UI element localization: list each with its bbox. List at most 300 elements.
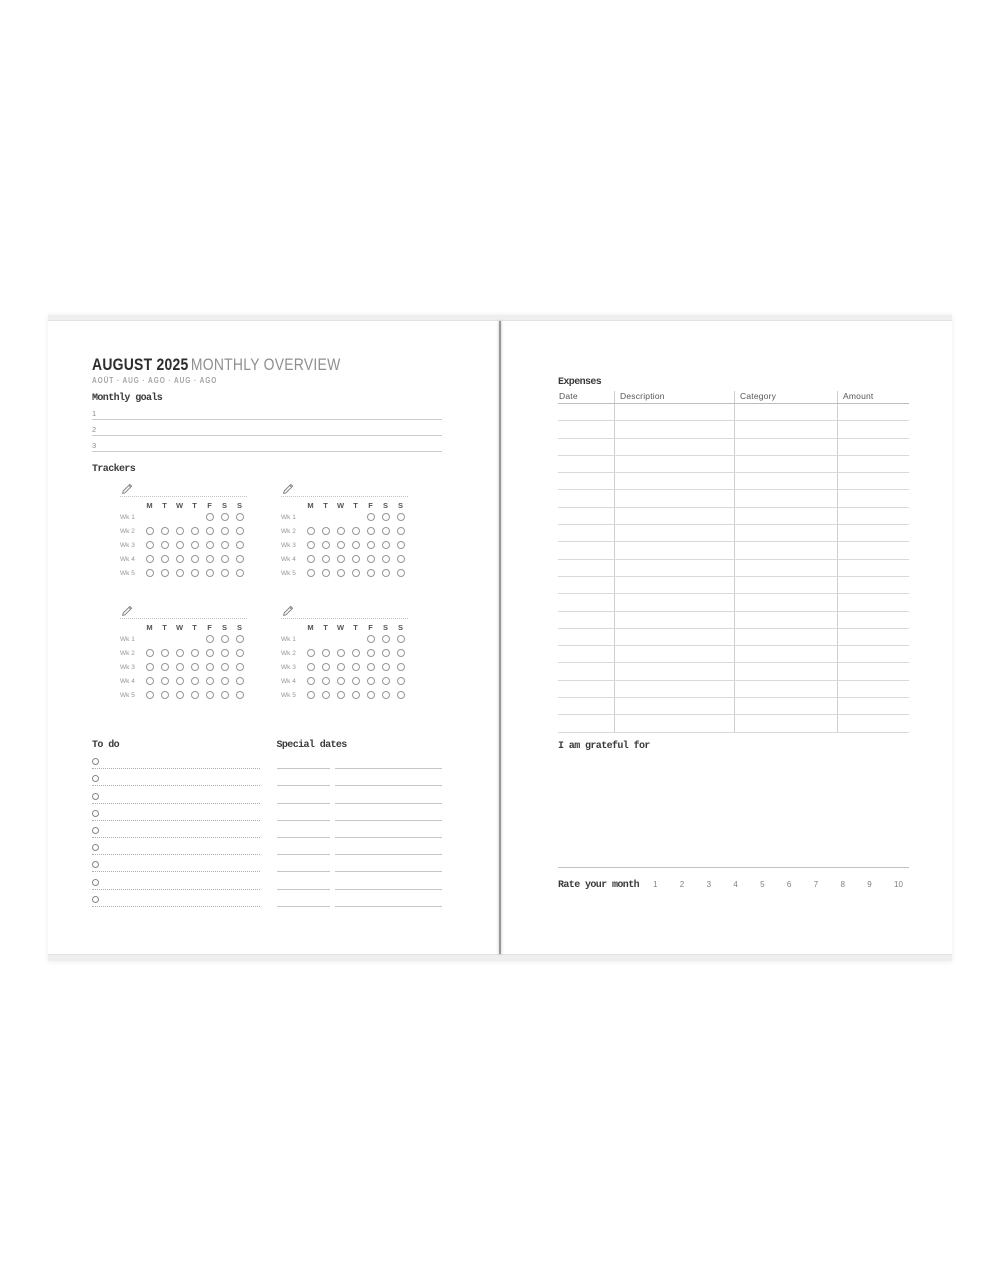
todo-row[interactable] [92, 804, 260, 821]
tracker-day-circle[interactable] [397, 541, 405, 549]
expenses-cell[interactable] [558, 594, 614, 610]
todo-circle-icon[interactable] [92, 793, 99, 800]
tracker-day-circle[interactable] [307, 691, 315, 699]
tracker-day-circle[interactable] [337, 677, 345, 685]
tracker-day-circle[interactable] [337, 555, 345, 563]
special-date-row[interactable] [277, 872, 443, 889]
special-date-text-field[interactable] [335, 838, 443, 855]
tracker-day-circle[interactable] [161, 649, 169, 657]
expenses-cell[interactable] [558, 525, 614, 541]
expenses-cell[interactable] [558, 404, 614, 420]
expenses-cell[interactable] [837, 577, 909, 593]
tracker-day-circle[interactable] [146, 691, 154, 699]
expenses-cell[interactable] [837, 560, 909, 576]
todo-row[interactable] [92, 769, 260, 786]
expenses-cell[interactable] [734, 698, 837, 714]
todo-circle-icon[interactable] [92, 775, 99, 782]
tracker-day-circle[interactable] [307, 541, 315, 549]
tracker-day-circle[interactable] [221, 541, 229, 549]
special-date-date-field[interactable] [277, 804, 330, 821]
expenses-cell[interactable] [614, 508, 734, 524]
tracker-day-circle[interactable] [397, 555, 405, 563]
expenses-cell[interactable] [734, 404, 837, 420]
special-date-date-field[interactable] [277, 786, 330, 803]
special-date-date-field[interactable] [277, 821, 330, 838]
rating-number[interactable]: 5 [760, 879, 765, 889]
tracker-day-circle[interactable] [221, 663, 229, 671]
tracker-day-circle[interactable] [191, 677, 199, 685]
expenses-row[interactable] [558, 698, 909, 715]
special-date-row[interactable] [277, 786, 443, 803]
tracker-day-circle[interactable] [161, 677, 169, 685]
expenses-cell[interactable] [558, 542, 614, 558]
expenses-cell[interactable] [837, 508, 909, 524]
tracker-day-circle[interactable] [307, 663, 315, 671]
tracker-day-circle[interactable] [352, 691, 360, 699]
expenses-cell[interactable] [614, 473, 734, 489]
tracker-name-field[interactable] [281, 483, 408, 497]
tracker-day-circle[interactable] [206, 527, 214, 535]
todo-row[interactable] [92, 890, 260, 907]
tracker-day-circle[interactable] [206, 541, 214, 549]
tracker-day-circle[interactable] [176, 649, 184, 657]
tracker-day-circle[interactable] [382, 677, 390, 685]
special-date-row[interactable] [277, 855, 443, 872]
tracker-day-circle[interactable] [322, 677, 330, 685]
tracker-day-circle[interactable] [307, 555, 315, 563]
expenses-cell[interactable] [614, 439, 734, 455]
tracker-day-circle[interactable] [382, 691, 390, 699]
todo-circle-icon[interactable] [92, 896, 99, 903]
expenses-row[interactable] [558, 646, 909, 663]
tracker-grid [120, 497, 247, 580]
expenses-cell[interactable] [614, 525, 734, 541]
special-date-text-field[interactable] [335, 890, 443, 907]
special-date-date-field[interactable] [277, 890, 330, 907]
expenses-row[interactable] [558, 560, 909, 577]
expenses-cell[interactable] [614, 421, 734, 437]
tracker-week-row [120, 552, 247, 566]
tracker-day-circle[interactable] [307, 677, 315, 685]
tracker-day-circle[interactable] [322, 649, 330, 657]
expenses-rows [558, 404, 909, 733]
tracker-day-circle[interactable] [146, 677, 154, 685]
tracker-day-circle[interactable] [161, 663, 169, 671]
expenses-cell[interactable] [837, 629, 909, 645]
tracker-day-circle[interactable] [397, 513, 405, 521]
day-header-label: W [175, 623, 184, 632]
expenses-cell[interactable] [837, 663, 909, 679]
tracker-day-circle[interactable] [191, 691, 199, 699]
todo-row[interactable] [92, 821, 260, 838]
expenses-cell[interactable] [734, 525, 837, 541]
day-header-label: M [146, 623, 153, 632]
tracker-day-circle[interactable] [236, 541, 244, 549]
expenses-cell[interactable] [558, 473, 614, 489]
tracker-name-field[interactable] [281, 605, 408, 619]
expenses-cell[interactable] [837, 473, 909, 489]
tracker-day-circle[interactable] [206, 649, 214, 657]
todo-circle-icon[interactable] [92, 810, 99, 817]
tracker-day-circle[interactable] [367, 541, 375, 549]
special-date-text-field[interactable] [335, 786, 443, 803]
tracker-day-circle[interactable] [206, 569, 214, 577]
expenses-row[interactable] [558, 490, 909, 507]
tracker-week-row [281, 632, 408, 646]
tracker-day-circle[interactable] [191, 555, 199, 563]
tracker-day-circle[interactable] [382, 663, 390, 671]
expenses-cell[interactable] [837, 612, 909, 628]
tracker-name-field[interactable] [120, 605, 247, 619]
expenses-cell[interactable] [558, 629, 614, 645]
tracker-day-circle[interactable] [307, 527, 315, 535]
tracker-day-circle[interactable] [337, 649, 345, 657]
expenses-cell[interactable] [837, 698, 909, 714]
rating-number[interactable]: 1 [653, 879, 658, 889]
tracker-day-circle[interactable] [382, 635, 390, 643]
tracker-day-circle[interactable] [206, 513, 214, 521]
tracker-day-circle[interactable] [146, 649, 154, 657]
tracker-day-circle[interactable] [367, 691, 375, 699]
tracker-day-circle[interactable] [236, 555, 244, 563]
special-date-date-field[interactable] [277, 769, 330, 786]
tracker-day-circle[interactable] [322, 663, 330, 671]
tracker-day-circle[interactable] [337, 663, 345, 671]
expenses-cell[interactable] [734, 456, 837, 472]
expenses-cell[interactable] [614, 490, 734, 506]
week-label: Wk 4 [120, 677, 135, 685]
tracker-day-circle[interactable] [191, 649, 199, 657]
tracker-day-circle[interactable] [352, 541, 360, 549]
todo-circle-icon[interactable] [92, 879, 99, 886]
tracker-week-row [120, 674, 247, 688]
expenses-cell[interactable] [614, 663, 734, 679]
expenses-cell[interactable] [614, 715, 734, 731]
todo-row[interactable] [92, 752, 260, 769]
tracker-day-circle[interactable] [161, 569, 169, 577]
tracker-day-circle[interactable] [236, 649, 244, 657]
expenses-row[interactable] [558, 473, 909, 490]
tracker-day-circle[interactable] [221, 677, 229, 685]
expenses-cell[interactable] [614, 681, 734, 697]
todo-row[interactable] [92, 872, 260, 889]
tracker-day-circle[interactable] [221, 513, 229, 521]
expenses-cell[interactable] [734, 508, 837, 524]
special-date-date-field[interactable] [277, 855, 330, 872]
tracker-day-circle[interactable] [146, 541, 154, 549]
tracker-day-circle[interactable] [236, 635, 244, 643]
tracker-day-circle[interactable] [322, 569, 330, 577]
expenses-cell[interactable] [837, 646, 909, 662]
tracker-week-row [281, 510, 408, 524]
day-header-label: S [397, 623, 403, 632]
tracker-day-circle[interactable] [307, 569, 315, 577]
tracker-day-circle[interactable] [352, 555, 360, 563]
special-date-row[interactable] [277, 752, 443, 769]
tracker-day-circle[interactable] [146, 569, 154, 577]
expenses-cell[interactable] [734, 439, 837, 455]
expenses-row[interactable] [558, 439, 909, 456]
tracker-day-circle[interactable] [352, 663, 360, 671]
tracker-day-circle[interactable] [337, 569, 345, 577]
tracker-day-circle[interactable] [206, 555, 214, 563]
tracker-day-circle[interactable] [191, 663, 199, 671]
day-header-label: M [307, 501, 314, 510]
expenses-cell[interactable] [837, 456, 909, 472]
expenses-cell[interactable] [734, 421, 837, 437]
tracker-day-circle[interactable] [367, 649, 375, 657]
expenses-cell[interactable] [614, 594, 734, 610]
tracker-day-circle[interactable] [206, 635, 214, 643]
tracker-day-circle[interactable] [322, 691, 330, 699]
tracker-day-circle[interactable] [382, 569, 390, 577]
expenses-cell[interactable] [734, 594, 837, 610]
special-date-date-field[interactable] [277, 752, 330, 769]
expenses-row[interactable] [558, 663, 909, 680]
rating-number[interactable]: 2 [679, 879, 685, 889]
tracker-day-circle[interactable] [161, 527, 169, 535]
expenses-cell[interactable] [837, 439, 909, 455]
tracker-day-circle[interactable] [176, 541, 184, 549]
tracker-name-field[interactable] [120, 483, 247, 497]
expenses-cell[interactable] [558, 663, 614, 679]
todo-row[interactable] [92, 855, 260, 872]
expenses-cell[interactable] [734, 560, 837, 576]
expenses-row[interactable] [558, 715, 909, 732]
tracker-day-circle[interactable] [161, 691, 169, 699]
tracker-day-circle[interactable] [221, 635, 229, 643]
special-date-text-field[interactable] [335, 821, 443, 838]
expenses-cell[interactable] [614, 629, 734, 645]
tracker-day-circle[interactable] [337, 527, 345, 535]
special-date-row[interactable] [277, 838, 443, 855]
expenses-cell[interactable] [614, 646, 734, 662]
expenses-cell[interactable] [614, 456, 734, 472]
tracker-day-circle[interactable] [146, 555, 154, 563]
expenses-cell[interactable] [734, 646, 837, 662]
tracker-day-circle[interactable] [236, 569, 244, 577]
expenses-cell[interactable] [558, 421, 614, 437]
tracker-day-circle[interactable] [397, 527, 405, 535]
expenses-cell[interactable] [558, 715, 614, 731]
tracker-day-circle[interactable] [367, 569, 375, 577]
tracker-day-circle[interactable] [367, 527, 375, 535]
tracker-day-circle[interactable] [397, 677, 405, 685]
expenses-cell[interactable] [734, 629, 837, 645]
tracker-day-circle[interactable] [337, 541, 345, 549]
expenses-row[interactable] [558, 525, 909, 542]
expenses-cell[interactable] [558, 439, 614, 455]
expenses-row[interactable] [558, 508, 909, 525]
expenses-row[interactable] [558, 629, 909, 646]
expenses-cell[interactable] [614, 404, 734, 420]
goal-row[interactable] [92, 420, 442, 436]
expenses-row[interactable] [558, 681, 909, 698]
tracker-day-circle[interactable] [146, 527, 154, 535]
expenses-cell[interactable] [837, 681, 909, 697]
expenses-cell[interactable] [734, 612, 837, 628]
rating-number[interactable]: 3 [706, 879, 712, 889]
expenses-cell[interactable] [837, 490, 909, 506]
tracker-day-circle[interactable] [221, 527, 229, 535]
tracker-day-circle[interactable] [397, 663, 405, 671]
special-date-text-field[interactable] [335, 855, 443, 872]
expenses-row[interactable] [558, 612, 909, 629]
tracker-day-circle[interactable] [221, 555, 229, 563]
tracker-day-circle[interactable] [176, 663, 184, 671]
rating-number[interactable]: 6 [786, 879, 792, 889]
expenses-cell[interactable] [558, 646, 614, 662]
tracker-day-circle[interactable] [176, 677, 184, 685]
tracker-day-circle[interactable] [236, 527, 244, 535]
tracker-day-circle[interactable] [397, 649, 405, 657]
rating-number[interactable]: 8 [840, 879, 845, 889]
tracker-day-circle[interactable] [352, 649, 360, 657]
expenses-cell[interactable] [837, 542, 909, 558]
expenses-cell[interactable] [734, 473, 837, 489]
day-header-label: S [221, 501, 227, 510]
tracker-day-circle[interactable] [221, 649, 229, 657]
expenses-cell[interactable] [734, 490, 837, 506]
expenses-cell[interactable] [734, 663, 837, 679]
day-header-label: T [353, 623, 358, 632]
todo-row[interactable] [92, 786, 260, 803]
todo-circle-icon[interactable] [92, 861, 99, 868]
tracker-day-circle[interactable] [367, 555, 375, 563]
tracker-day-circle[interactable] [322, 541, 330, 549]
expenses-cell[interactable] [837, 525, 909, 541]
expenses-cell[interactable] [558, 612, 614, 628]
tracker-day-circle[interactable] [337, 691, 345, 699]
tracker-day-circle[interactable] [382, 527, 390, 535]
expenses-row[interactable] [558, 404, 909, 421]
expenses-row[interactable] [558, 577, 909, 594]
special-date-row[interactable] [277, 821, 443, 838]
tracker-day-circle[interactable] [161, 541, 169, 549]
tracker-day-circle[interactable] [397, 635, 405, 643]
todo-circle-icon[interactable] [92, 758, 99, 765]
tracker-day-circle[interactable] [176, 691, 184, 699]
tracker-day-circle[interactable] [382, 541, 390, 549]
special-date-row[interactable] [277, 804, 443, 821]
expenses-cell[interactable] [614, 560, 734, 576]
expenses-cell[interactable] [837, 404, 909, 420]
expenses-cell[interactable] [734, 542, 837, 558]
tracker-day-circle[interactable] [322, 527, 330, 535]
tracker-day-circle[interactable] [221, 691, 229, 699]
tracker-day-circle[interactable] [206, 677, 214, 685]
special-date-text-field[interactable] [335, 752, 443, 769]
week-label: Wk 5 [281, 569, 296, 577]
expenses-cell[interactable] [558, 456, 614, 472]
todo-circle-icon[interactable] [92, 844, 99, 851]
goal-row[interactable] [92, 404, 442, 420]
tracker-day-circle[interactable] [191, 527, 199, 535]
todo-circle-icon[interactable] [92, 827, 99, 834]
tracker-day-circle[interactable] [322, 555, 330, 563]
expenses-cell[interactable] [558, 560, 614, 576]
rating-number[interactable]: 4 [733, 879, 738, 889]
tracker-day-circle[interactable] [206, 691, 214, 699]
tracker-day-circle[interactable] [206, 663, 214, 671]
tracker-day-circle[interactable] [236, 691, 244, 699]
tracker-day-circle[interactable] [397, 691, 405, 699]
expenses-cell[interactable] [837, 715, 909, 731]
expenses-row[interactable] [558, 594, 909, 611]
day-header-label: W [336, 501, 345, 510]
expenses-cell[interactable] [837, 594, 909, 610]
expenses-cell[interactable] [614, 577, 734, 593]
special-date-date-field[interactable] [277, 872, 330, 889]
expenses-cell[interactable] [734, 715, 837, 731]
tracker-day-circle[interactable] [176, 555, 184, 563]
special-date-text-field[interactable] [335, 769, 443, 786]
tracker-day-circle[interactable] [307, 649, 315, 657]
todo-row[interactable] [92, 838, 260, 855]
expenses-cell[interactable] [614, 698, 734, 714]
tracker-day-circle[interactable] [382, 649, 390, 657]
tracker-day-circle[interactable] [352, 527, 360, 535]
tracker-day-circle[interactable] [221, 569, 229, 577]
special-date-row[interactable] [277, 769, 443, 786]
expenses-row[interactable] [558, 456, 909, 473]
expenses-row[interactable] [558, 542, 909, 559]
tracker-day-circle[interactable] [191, 541, 199, 549]
week-label: Wk 2 [281, 527, 296, 535]
tracker-day-circle[interactable] [352, 677, 360, 685]
week-label: Wk 3 [120, 541, 135, 549]
special-date-text-field[interactable] [335, 804, 443, 821]
tracker-day-circle[interactable] [161, 555, 169, 563]
expenses-cell[interactable] [558, 508, 614, 524]
tracker-day-circle[interactable] [367, 513, 375, 521]
expenses-cell[interactable] [734, 681, 837, 697]
tracker-day-circle[interactable] [176, 527, 184, 535]
tracker-day-circle[interactable] [236, 663, 244, 671]
expenses-cell[interactable] [558, 490, 614, 506]
tracker-day-circle[interactable] [191, 569, 199, 577]
tracker-day-circle[interactable] [146, 663, 154, 671]
special-date-date-field[interactable] [277, 838, 330, 855]
expenses-cell[interactable] [558, 698, 614, 714]
tracker-day-circle[interactable] [382, 555, 390, 563]
tracker-day-circle[interactable] [352, 569, 360, 577]
tracker-day-circle[interactable] [236, 513, 244, 521]
special-date-row[interactable] [277, 890, 443, 907]
tracker-day-circle[interactable] [382, 513, 390, 521]
tracker-day-circle[interactable] [236, 677, 244, 685]
rating-number[interactable]: 7 [813, 879, 819, 889]
tracker-grid [281, 619, 408, 702]
expenses-cell[interactable] [614, 612, 734, 628]
expenses-cell[interactable] [614, 542, 734, 558]
special-date-text-field[interactable] [335, 872, 443, 889]
expenses-cell[interactable] [734, 577, 837, 593]
tracker-day-circle[interactable] [367, 677, 375, 685]
expenses-cell[interactable] [558, 681, 614, 697]
expenses-cell[interactable] [558, 577, 614, 593]
tracker-day-circle[interactable] [367, 635, 375, 643]
expenses-row[interactable] [558, 421, 909, 438]
expenses-cell[interactable] [837, 421, 909, 437]
tracker-day-circle[interactable] [367, 663, 375, 671]
expenses-header-row [558, 391, 909, 404]
goal-row[interactable] [92, 436, 442, 452]
tracker-day-circle[interactable] [397, 569, 405, 577]
tracker-day-circle[interactable] [176, 569, 184, 577]
rating-number[interactable]: 10 [894, 879, 903, 889]
rating-number[interactable]: 9 [867, 879, 872, 889]
